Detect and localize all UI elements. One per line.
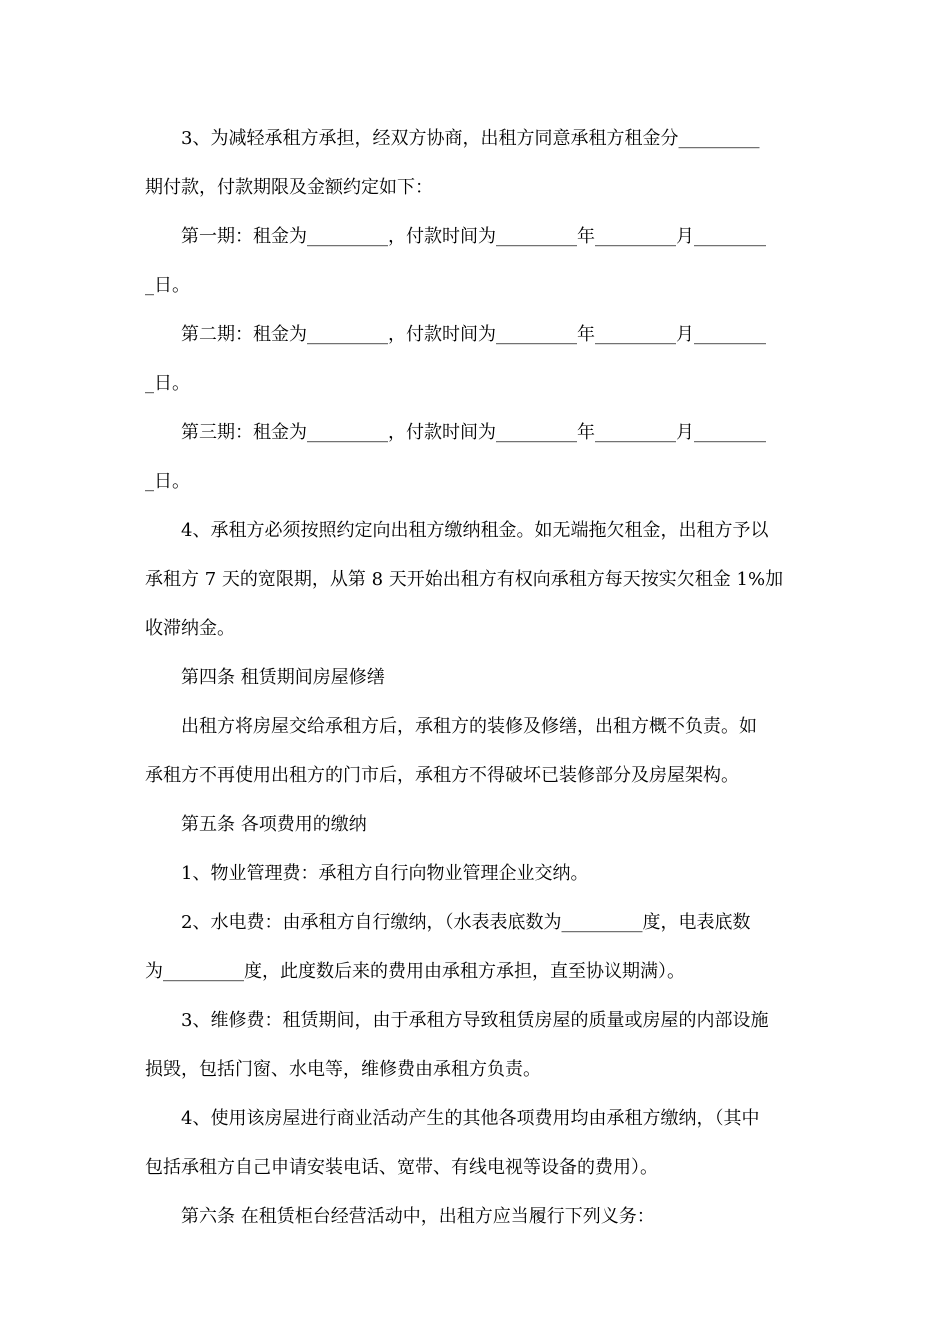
document-line: 承租方 7 天的宽限期，从第 8 天开始出租方有权向承租方每天按实欠租金 1%加 (145, 569, 784, 590)
document-line: 第一期：租金为_________，付款时间为_________年_________月________ (181, 226, 766, 247)
document-line: 3、为减轻承租方承担，经双方协商，出租方同意承租方租金分_________ (181, 128, 760, 149)
document-page (145, 114, 807, 1241)
document-line: _日。 (145, 275, 190, 296)
document-line: 出租方将房屋交给承租方后，承租方的装修及修缮，出租方概不负责。如 (181, 716, 757, 737)
document-line: 4、使用该房屋进行商业活动产生的其他各项费用均由承租方缴纳，（其中 (181, 1108, 760, 1129)
document-line: 包括承租方自己申请安装电话、宽带、有线电视等设备的费用）。 (145, 1157, 658, 1178)
document-line: 3、维修费：租赁期间，由于承租方导致租赁房屋的质量或房屋的内部设施 (181, 1010, 769, 1031)
document-line: 为_________度，此度数后来的费用由承租方承担，直至协议期满）。 (145, 961, 685, 982)
document-line: 第三期：租金为_________，付款时间为_________年_________月________ (181, 422, 766, 443)
document-line: 承租方不再使用出租方的门市后，承租方不得破坏已装修部分及房屋架构。 (145, 765, 739, 786)
document-line: 2、水电费：由承租方自行缴纳，（水表表底数为_________度，电表底数 (181, 912, 751, 933)
document-line: 损毁，包括门窗、水电等，维修费由承租方负责。 (145, 1059, 541, 1080)
document-line: 第六条 在租赁柜台经营活动中，出租方应当履行下列义务： (181, 1206, 655, 1227)
document-line: 收滞纳金。 (145, 618, 235, 639)
document-line: 第四条 租赁期间房屋修缮 (181, 667, 385, 688)
document-line: 1、物业管理费：承租方自行向物业管理企业交纳。 (181, 863, 589, 884)
document-line: 4、承租方必须按照约定向出租方缴纳租金。如无端拖欠租金，出租方予以 (181, 520, 769, 541)
document-line: 期付款，付款期限及金额约定如下： (145, 177, 433, 198)
document-line: 第五条 各项费用的缴纳 (181, 814, 367, 835)
document-line: _日。 (145, 471, 190, 492)
document-line: _日。 (145, 373, 190, 394)
document-line: 第二期：租金为_________，付款时间为_________年_________月________ (181, 324, 766, 345)
